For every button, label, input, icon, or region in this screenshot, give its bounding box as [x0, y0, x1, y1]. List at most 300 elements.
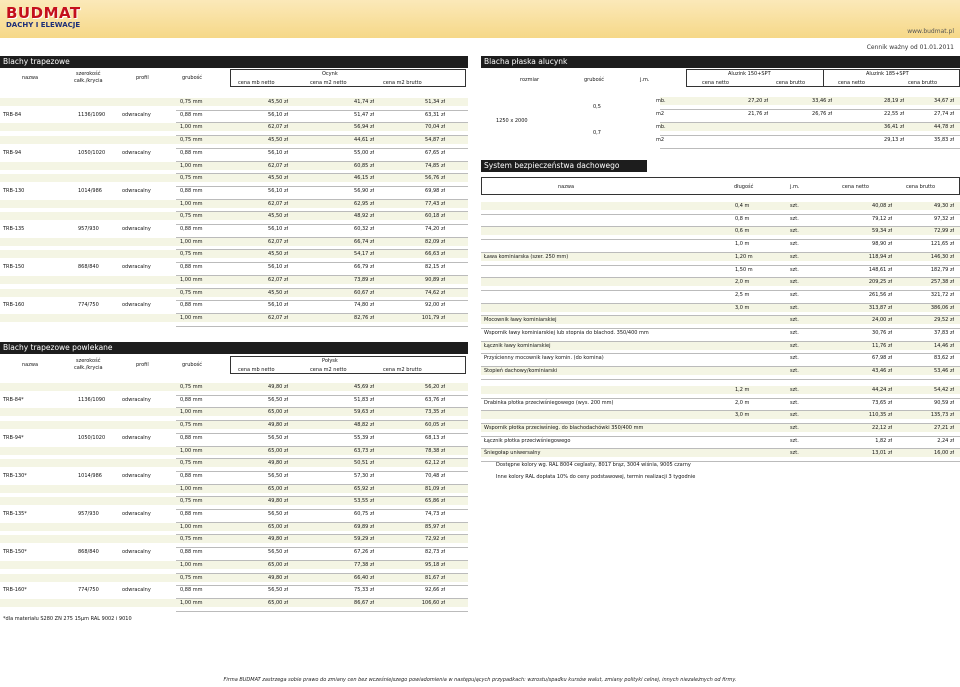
- row-divider: [660, 109, 960, 110]
- system-jm: szt.: [790, 399, 799, 406]
- cena-m2-netto-cell: 56,94 zł: [354, 124, 374, 131]
- row-divider: [176, 433, 468, 434]
- system-brutto: 54,42 zł: [934, 386, 954, 393]
- thickness-cell: 1,00 mm: [180, 200, 203, 207]
- row-band: [0, 383, 468, 391]
- system-item-name: Łącznik płotka przeciwśniegowego: [484, 437, 571, 444]
- cena-m2-netto-cell: 62,95 zł: [354, 200, 374, 207]
- system-brutto: 257,38 zł: [930, 279, 954, 286]
- system-length: 0,6 m: [735, 228, 750, 235]
- cena-m2-netto-cell: 60,75 zł: [354, 511, 374, 517]
- thickness-cell: 0,88 mm: [180, 302, 203, 309]
- thickness-cell: 1,00 mm: [180, 561, 203, 568]
- row-divider: [176, 509, 468, 510]
- cena-m2-brutto-cell: 63,31 zł: [425, 111, 445, 118]
- system-jm: szt.: [790, 450, 799, 457]
- system-length: 3,0 m: [735, 412, 750, 419]
- a150-brutto: 26,76 zł: [812, 111, 832, 117]
- a185-netto: 22,55 zł: [884, 111, 904, 117]
- cena-m2-brutto-cell: 67,65 zł: [425, 149, 445, 156]
- system-netto: 67,98 zł: [872, 355, 892, 362]
- system-brutto: 72,99 zł: [934, 228, 954, 235]
- header-grubosc: grubość: [182, 75, 202, 81]
- cena-m2-netto-cell: 51,47 zł: [354, 111, 374, 118]
- cena-mb-cell: 49,80 zł: [268, 384, 288, 390]
- cena-m2-netto-cell: 59,29 zł: [354, 536, 374, 543]
- cena-m2-brutto-cell: 74,20 zł: [425, 226, 445, 232]
- row-divider: [481, 379, 960, 380]
- cena-mb-cell: 49,80 zł: [268, 536, 288, 543]
- system-netto: 30,76 zł: [872, 330, 892, 336]
- product-name: TRB-150*: [3, 549, 27, 556]
- price-header-title: Połysk: [322, 358, 338, 364]
- plaska-size: 1250 x 2000: [496, 118, 528, 124]
- cena-mb-cell: 56,10 zł: [268, 264, 288, 271]
- thickness-cell: 0,88 mm: [180, 434, 203, 441]
- cena-m2-netto-cell: 60,85 zł: [354, 162, 374, 169]
- thickness-cell: 1,00 mm: [180, 523, 203, 530]
- cena-mb-cell: 62,07 zł: [268, 162, 288, 169]
- thickness-cell: 0,75 mm: [180, 574, 203, 581]
- product-name: TRB-160: [3, 302, 25, 309]
- system-item-name: Wspornik płotka przeciwśnieg. do blachodachówki 350/400 mm: [484, 424, 644, 431]
- budmat-logo: [6, 5, 98, 33]
- cena-m2-netto-cell: 50,51 zł: [354, 460, 374, 467]
- cena-mb-cell: 62,07 zł: [268, 124, 288, 131]
- row-band: [0, 174, 468, 182]
- header-150-brutto: cena brutto: [776, 80, 806, 86]
- system-jm: szt.: [790, 215, 799, 222]
- system-jm: szt.: [790, 228, 799, 235]
- price-header-title: Ocynk: [322, 71, 338, 77]
- row-band: [0, 276, 468, 284]
- system-brutto: 90,59 zł: [934, 399, 954, 406]
- cena-m2-brutto-cell: 73,35 zł: [425, 409, 445, 416]
- system-item-name: Stopień dachowy/kominiarski: [484, 368, 558, 375]
- cena-m2-netto-cell: 60,67 zł: [354, 289, 374, 296]
- row-band: [0, 314, 468, 322]
- header-szerokosc-2: całk./krycia: [74, 365, 103, 371]
- header-nazwa: nazwa: [22, 362, 39, 368]
- system-header-brutto: cena brutto: [906, 184, 936, 190]
- system-length: 0,4 m: [735, 203, 750, 209]
- cena-mb-cell: 65,00 zł: [268, 409, 288, 416]
- system-brutto: 386,06 zł: [930, 304, 954, 311]
- system-length: 1,50 m: [735, 266, 753, 273]
- row-band: [0, 289, 468, 297]
- header-profil: profil: [136, 75, 149, 81]
- cena-mb-cell: 45,50 zł: [268, 175, 288, 182]
- cena-m2-netto-cell: 48,82 zł: [354, 422, 374, 429]
- row-band: [0, 200, 468, 208]
- system-length: 2,0 m: [735, 399, 750, 406]
- cena-m2-netto-cell: 69,89 zł: [354, 523, 374, 530]
- cena-m2-brutto-cell: 60,05 zł: [425, 422, 445, 429]
- system-netto: 118,94 zł: [868, 253, 892, 260]
- cena-mb-cell: 56,50 zł: [268, 472, 288, 479]
- system-brutto: 27,21 zł: [934, 424, 954, 431]
- product-width: 774/750: [78, 302, 99, 309]
- cena-m2-brutto-cell: 65,86 zł: [425, 498, 445, 505]
- row-band: [0, 523, 468, 531]
- plaska-thickness: 0,7: [593, 130, 601, 136]
- header-cena-m2-brutto: cena m2 brutto: [383, 80, 422, 86]
- system-netto: 59,34 zł: [872, 228, 892, 235]
- product-width: 1014/986: [78, 187, 102, 194]
- product-name: TRB-150: [3, 264, 25, 271]
- system-jm: szt.: [790, 317, 799, 324]
- cena-m2-netto-cell: 74,80 zł: [354, 302, 374, 309]
- system-jm: szt.: [790, 279, 799, 286]
- cena-mb-cell: 62,07 zł: [268, 314, 288, 321]
- row-band: [0, 447, 468, 455]
- cena-m2-brutto-cell: 69,98 zł: [425, 187, 445, 194]
- cena-m2-brutto-cell: 63,76 zł: [425, 396, 445, 403]
- system-netto: 22,12 zł: [872, 424, 892, 431]
- product-profile: odwracalny: [122, 111, 151, 118]
- product-width: 1050/1020: [78, 149, 106, 156]
- cena-m2-netto-cell: 77,38 zł: [354, 561, 374, 568]
- cena-m2-brutto-cell: 74,85 zł: [425, 162, 445, 169]
- product-width: 774/750: [78, 587, 99, 594]
- system-brutto: 49,30 zł: [934, 203, 954, 209]
- cena-m2-netto-cell: 65,92 zł: [354, 485, 374, 492]
- thickness-cell: 0,88 mm: [180, 149, 203, 156]
- cena-m2-brutto-cell: 95,18 zł: [425, 561, 445, 568]
- system-netto: 73,65 zł: [872, 399, 892, 406]
- cena-mb-cell: 45,50 zł: [268, 213, 288, 220]
- cena-mb-cell: 56,50 zł: [268, 396, 288, 403]
- header-cena-m2-netto: cena m2 netto: [310, 367, 347, 373]
- cena-m2-netto-cell: 73,89 zł: [354, 276, 374, 283]
- product-profile: odwracalny: [122, 302, 151, 309]
- cena-mb-cell: 49,80 zł: [268, 574, 288, 581]
- system-jm: szt.: [790, 304, 799, 311]
- colors-note: Dostępne kolory wg. RAL 8004 ceglasty, 8017 brąz, 3004 wiśnia, 9005 czarny: [496, 462, 691, 468]
- cena-m2-brutto-cell: 66,63 zł: [425, 251, 445, 258]
- cena-mb-cell: 45,50 zł: [268, 137, 288, 144]
- thickness-cell: 1,00 mm: [180, 447, 203, 454]
- system-brutto: 321,72 zł: [930, 291, 954, 298]
- cena-mb-cell: 45,50 zł: [268, 289, 288, 296]
- cena-m2-brutto-cell: 54,87 zł: [425, 137, 445, 144]
- system-netto: 24,00 zł: [872, 317, 892, 324]
- product-name: TRB-160*: [3, 587, 27, 594]
- system-jm: szt.: [790, 437, 799, 444]
- a150-netto: 21,76 zł: [748, 111, 768, 117]
- cena-m2-netto-cell: 51,83 zł: [354, 396, 374, 403]
- row-divider: [176, 395, 468, 396]
- cena-mb-cell: 56,10 zł: [268, 302, 288, 309]
- system-brutto: 37,83 zł: [934, 330, 954, 336]
- logo-brand: BUDMAT: [6, 4, 81, 22]
- cena-mb-cell: 65,00 zł: [268, 561, 288, 568]
- system-jm: szt.: [790, 342, 799, 349]
- material-note: *dla materiału S280 ZN 275 15µm RAL 9002 i 9010: [3, 616, 132, 622]
- system-header-netto: cena netto: [842, 184, 869, 190]
- cena-mb-cell: 49,80 zł: [268, 422, 288, 429]
- cena-m2-netto-cell: 66,40 zł: [354, 574, 374, 581]
- product-width: 1014/986: [78, 472, 102, 479]
- system-brutto: 53,46 zł: [934, 368, 954, 375]
- cena-m2-brutto-cell: 60,18 zł: [425, 213, 445, 220]
- product-name: TRB-130*: [3, 472, 27, 479]
- product-name: TRB-130: [3, 187, 25, 194]
- header-185-brutto: cena brutto: [908, 80, 938, 86]
- cena-m2-netto-cell: 55,39 zł: [354, 434, 374, 441]
- system-jm: szt.: [790, 386, 799, 393]
- row-divider: [481, 239, 960, 240]
- system-jm: szt.: [790, 424, 799, 431]
- row-divider: [660, 148, 960, 149]
- system-header-dlugosc: długość: [734, 184, 754, 190]
- website-link[interactable]: www.budmat.pl: [907, 28, 954, 35]
- cena-mb-cell: 65,00 zł: [268, 599, 288, 606]
- product-name: TRB-84: [3, 111, 22, 118]
- a185-brutto: 35,83 zł: [934, 137, 954, 143]
- cena-m2-brutto-cell: 92,00 zł: [425, 302, 445, 309]
- system-jm: szt.: [790, 203, 799, 209]
- header-cena-m2-brutto: cena m2 brutto: [383, 367, 422, 373]
- thickness-cell: 0,75 mm: [180, 251, 203, 258]
- thickness-cell: 0,88 mm: [180, 264, 203, 271]
- product-name: TRB-94: [3, 149, 22, 156]
- header-aluzink-185: Aluzink 185+SPT: [866, 71, 909, 77]
- cena-m2-brutto-cell: 56,76 zł: [425, 175, 445, 182]
- cena-mb-cell: 56,50 zł: [268, 549, 288, 556]
- thickness-cell: 0,88 mm: [180, 511, 203, 517]
- cena-m2-netto-cell: 56,90 zł: [354, 187, 374, 194]
- system-length: 1,20 m: [735, 253, 753, 260]
- system-length: 2,5 m: [735, 291, 750, 298]
- cena-mb-cell: 62,07 zł: [268, 238, 288, 245]
- system-length: 3,0 m: [735, 304, 750, 311]
- row-band: [0, 123, 468, 131]
- row-band: [0, 238, 468, 246]
- cena-m2-netto-cell: 57,30 zł: [354, 472, 374, 479]
- cena-mb-cell: 56,10 zł: [268, 226, 288, 232]
- cena-mb-cell: 56,10 zł: [268, 111, 288, 118]
- section-plaska-title: Blacha płaska alucynk: [481, 56, 960, 68]
- thickness-cell: 1,00 mm: [180, 276, 203, 283]
- product-profile: odwracalny: [122, 434, 151, 441]
- header-cena-m2-netto: cena m2 netto: [310, 80, 347, 86]
- system-brutto: 146,30 zł: [930, 253, 954, 260]
- cena-m2-brutto-cell: 74,73 zł: [425, 511, 445, 517]
- a150-brutto: 33,46 zł: [812, 98, 832, 104]
- product-profile: odwracalny: [122, 511, 151, 517]
- thickness-cell: 0,88 mm: [180, 187, 203, 194]
- system-item-name: Śniegołap uniwersalny: [484, 450, 541, 457]
- thickness-cell: 0,75 mm: [180, 213, 203, 220]
- plaska-header-grubosc: grubość: [584, 77, 604, 83]
- row-divider: [176, 148, 468, 149]
- system-header-box: [481, 177, 960, 195]
- product-name: TRB-135*: [3, 511, 27, 517]
- plaska-header-rozmiar: rozmiar: [520, 77, 540, 83]
- product-width: 1050/1020: [78, 434, 106, 441]
- thickness-cell: 0,75 mm: [180, 384, 203, 390]
- ral-note: Inne kolory RAL dopłata 10% do ceny podstawowej, termin realizacji 3 tygodnie: [496, 474, 696, 480]
- header-szerokosc: szerokość: [76, 71, 101, 77]
- system-netto: 261,56 zł: [868, 291, 892, 298]
- system-jm: szt.: [790, 330, 799, 336]
- system-netto: 11,76 zł: [872, 342, 892, 349]
- cena-m2-netto-cell: 66,79 zł: [354, 264, 374, 271]
- row-divider: [176, 326, 468, 327]
- header-185-netto: cena netto: [838, 80, 865, 86]
- plaska-thickness: 0,5: [593, 104, 601, 110]
- thickness-cell: 1,00 mm: [180, 238, 203, 245]
- system-netto: 79,12 zł: [872, 215, 892, 222]
- row-divider: [176, 224, 468, 225]
- system-length: 1,2 m: [735, 386, 750, 393]
- thickness-cell: 0,75 mm: [180, 460, 203, 467]
- header-profil: profil: [136, 362, 149, 368]
- system-jm: szt.: [790, 412, 799, 419]
- cena-mb-cell: 56,10 zł: [268, 149, 288, 156]
- thickness-cell: 0,88 mm: [180, 226, 203, 232]
- cena-m2-brutto-cell: 74,62 zł: [425, 289, 445, 296]
- header-cena-mb: cena mb netto: [238, 367, 275, 373]
- cena-m2-brutto-cell: 70,04 zł: [425, 124, 445, 131]
- cena-m2-brutto-cell: 106,60 zł: [421, 599, 445, 606]
- cena-mb-cell: 56,50 zł: [268, 434, 288, 441]
- product-width: 1136/1090: [78, 111, 106, 118]
- system-jm: szt.: [790, 355, 799, 362]
- system-header-jm: j.m.: [790, 184, 800, 190]
- header-bar: [0, 0, 960, 38]
- a185-netto: 29,13 zł: [884, 137, 904, 143]
- system-netto: 43,46 zł: [872, 368, 892, 375]
- plaska-jm: mb.: [656, 124, 666, 130]
- system-netto: 1,82 zł: [875, 437, 892, 444]
- cena-m2-netto-cell: 41,74 zł: [354, 99, 374, 105]
- system-netto: 44,24 zł: [872, 386, 892, 393]
- product-width: 1136/1090: [78, 396, 106, 403]
- system-netto: 13,01 zł: [872, 450, 892, 457]
- thickness-cell: 1,00 mm: [180, 314, 203, 321]
- cena-m2-netto-cell: 54,17 zł: [354, 251, 374, 258]
- cena-m2-brutto-cell: 77,43 zł: [425, 200, 445, 207]
- thickness-cell: 0,88 mm: [180, 396, 203, 403]
- thickness-cell: 0,75 mm: [180, 137, 203, 144]
- section-powlekane-title: Blachy trapezowe powlekane: [0, 342, 468, 354]
- row-divider: [176, 300, 468, 301]
- row-band: [0, 136, 468, 144]
- row-divider: [176, 186, 468, 187]
- thickness-cell: 0,88 mm: [180, 587, 203, 594]
- thickness-cell: 1,00 mm: [180, 485, 203, 492]
- product-name: TRB-94*: [3, 434, 24, 441]
- cena-m2-netto-cell: 45,69 zł: [354, 384, 374, 390]
- product-profile: odwracalny: [122, 187, 151, 194]
- product-profile: odwracalny: [122, 549, 151, 556]
- product-profile: odwracalny: [122, 587, 151, 594]
- system-length: 2,0 m: [735, 279, 750, 286]
- product-width: 868/840: [78, 549, 99, 556]
- cena-m2-brutto-cell: 82,15 zł: [425, 264, 445, 271]
- cena-mb-cell: 62,07 zł: [268, 200, 288, 207]
- plaska-jm: m2: [656, 137, 665, 143]
- product-profile: odwracalny: [122, 396, 151, 403]
- cena-m2-brutto-cell: 92,66 zł: [425, 587, 445, 594]
- product-profile: odwracalny: [122, 264, 151, 271]
- plaska-jm: m2: [656, 111, 665, 117]
- row-divider: [176, 262, 468, 263]
- a185-netto: 28,19 zł: [884, 98, 904, 104]
- thickness-cell: 0,75 mm: [180, 422, 203, 429]
- system-netto: 40,08 zł: [872, 203, 892, 209]
- cena-m2-brutto-cell: 62,12 zł: [425, 460, 445, 467]
- system-netto: 110,35 zł: [868, 412, 892, 419]
- row-band: [0, 459, 468, 467]
- system-item-name: Łącznik ławy kominiarskiej: [484, 342, 551, 349]
- row-band: [0, 98, 468, 106]
- thickness-cell: 0,75 mm: [180, 99, 203, 105]
- product-profile: odwracalny: [122, 149, 151, 156]
- product-profile: odwracalny: [122, 472, 151, 479]
- system-netto: 148,61 zł: [868, 266, 892, 273]
- thickness-cell: 0,88 mm: [180, 472, 203, 479]
- cena-mb-cell: 49,80 zł: [268, 498, 288, 505]
- header-cena-mb: cena mb netto: [238, 80, 275, 86]
- system-item-name: Wspornik ławy kominiarskiej lub stopnia do blachod. 350/400 mm: [484, 330, 649, 336]
- row-band: [0, 485, 468, 493]
- cena-m2-brutto-cell: 81,67 zł: [425, 574, 445, 581]
- system-jm: szt.: [790, 266, 799, 273]
- thickness-cell: 0,75 mm: [180, 536, 203, 543]
- cena-m2-brutto-cell: 70,48 zł: [425, 472, 445, 479]
- system-jm: szt.: [790, 241, 799, 248]
- cena-m2-brutto-cell: 78,38 zł: [425, 447, 445, 454]
- system-header-nazwa: nazwa: [558, 184, 575, 190]
- row-band: [0, 250, 468, 258]
- row-band: [0, 599, 468, 607]
- header-szerokosc-2: całk./krycia: [74, 78, 103, 84]
- row-band: [0, 212, 468, 220]
- header-aluzink-150: Aluzink 150+SPT: [728, 71, 771, 77]
- system-netto: 313,87 zł: [868, 304, 892, 311]
- row-divider: [176, 585, 468, 586]
- cena-m2-brutto-cell: 81,09 zł: [425, 485, 445, 492]
- system-brutto: 97,32 zł: [934, 215, 954, 222]
- aluzink-divider: [823, 69, 824, 87]
- system-brutto: 29,52 zł: [934, 317, 954, 324]
- system-brutto: 14,46 zł: [934, 342, 954, 349]
- cena-m2-brutto-cell: 72,92 zł: [425, 536, 445, 543]
- a185-brutto: 34,67 zł: [934, 98, 954, 104]
- thickness-cell: 1,00 mm: [180, 162, 203, 169]
- cena-mb-cell: 56,50 zł: [268, 511, 288, 517]
- row-divider: [176, 547, 468, 548]
- header-150-netto: cena netto: [702, 80, 729, 86]
- a185-brutto: 27,74 zł: [934, 111, 954, 117]
- system-brutto: 16,00 zł: [934, 450, 954, 457]
- product-name: TRB-84*: [3, 396, 24, 403]
- system-jm: szt.: [790, 368, 799, 375]
- row-divider: [176, 471, 468, 472]
- row-divider: [481, 214, 960, 215]
- row-divider: [481, 290, 960, 291]
- cena-mb-cell: 65,00 zł: [268, 523, 288, 530]
- system-brutto: 83,62 zł: [934, 355, 954, 362]
- header-szerokosc: szerokość: [76, 358, 101, 364]
- thickness-cell: 1,00 mm: [180, 124, 203, 131]
- product-profile: odwracalny: [122, 226, 151, 232]
- a150-netto: 27,20 zł: [748, 98, 768, 104]
- system-length: 1,0 m: [735, 241, 750, 248]
